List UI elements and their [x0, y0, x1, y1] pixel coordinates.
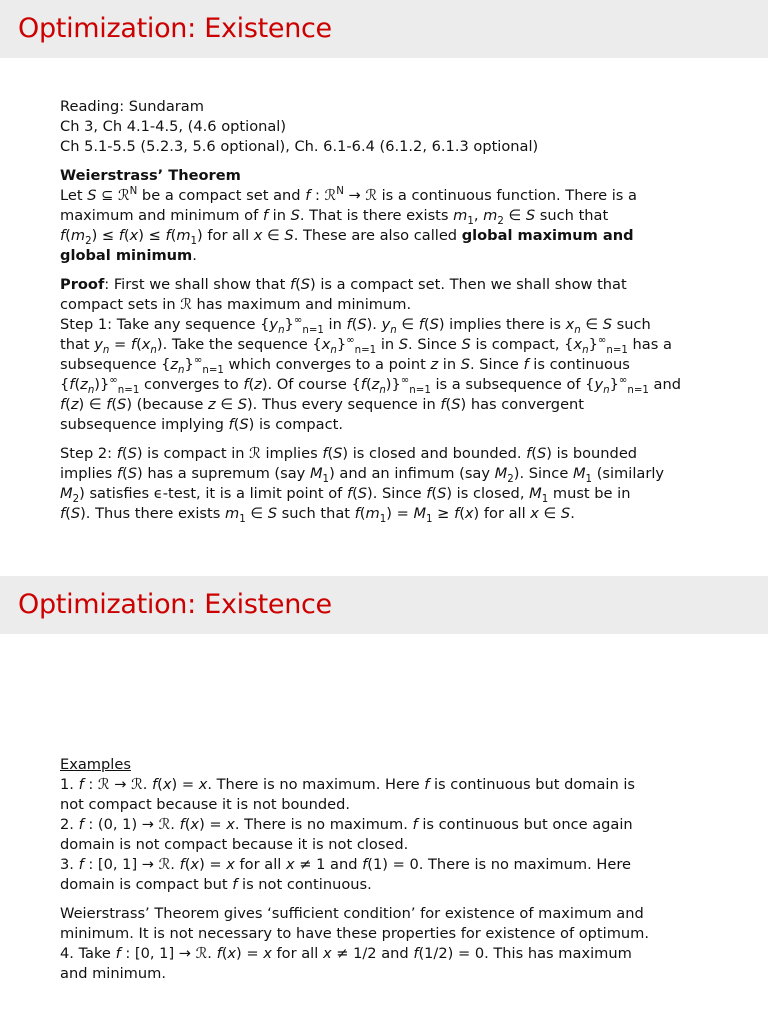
slide-2-body — [60, 755, 710, 984]
paragraph — [60, 275, 710, 435]
text-line: domain is compact but f is not continuous. — [60, 876, 372, 893]
slide-1-title: Optimization: Existence — [18, 13, 332, 44]
text-line: subsequence $\{z_n\}^\infty_{n=1}$ which converges to a point z in S. Since f is continuous — [60, 355, 630, 376]
text-line: Let S ⊆ ℛ$^N$ be a compact set and f : ℛ$^N$ → ℛ is a continuous function. There is a — [60, 186, 637, 204]
text-line: $\{f(z_n)\}^\infty_{n=1}$ converges to f(z). Of course $\{f(z_n)\}^\infty_{n=1}$ is a subsequence of $\{y_n\}^\infty_{n=1}$ and — [60, 375, 682, 396]
text-line: Examples — [60, 756, 131, 773]
paragraph — [60, 904, 710, 984]
paragraph — [60, 97, 710, 157]
text-line: that $y_n = f(x_n)$. Take the sequence $\{x_n\}^\infty_{n=1}$ in S. Since S is compact, $\{x_n\}^\infty_{n=1}$ has a — [60, 335, 672, 356]
paragraph — [60, 166, 710, 266]
slide-2-title-bar — [0, 576, 768, 634]
paragraph — [60, 444, 710, 524]
text-line: Weierstrass’ Theorem — [60, 167, 241, 184]
text-line: Step 2: f(S) is compact in ℛ implies f(S) is closed and bounded. f(S) is bounded — [60, 445, 638, 462]
text-line: not compact because it is not bounded. — [60, 796, 351, 813]
text-line: Weierstrass’ Theorem gives ‘sufficient condition’ for existence of maximum and — [60, 905, 644, 922]
text-line: implies f(S) has a supremum (say $M_1$) and an infimum (say $M_2$). Since $M_1$ (similarly — [60, 465, 665, 485]
text-line: compact sets in ℛ has maximum and minimum. — [60, 296, 412, 313]
text-line: $M_2$) satisfies ϵ-test, it is a limit point of f(S). Since f(S) is closed, $M_1$ must be in — [60, 485, 631, 505]
text-line: $f(m_2) \le f(x) \le f(m_1)$ for all x ∈ S. These are also called global maximum and — [60, 227, 634, 247]
text-line: 1. f : ℛ → ℛ. f(x) = x. There is no maximum. Here f is continuous but domain is — [60, 776, 636, 793]
text-line: Step 1: Take any sequence $\{y_n\}^\infty_{n=1}$ in f(S). $y_n$ ∈ f(S) implies there is $x_n$ ∈ S such — [60, 315, 651, 336]
text-line: subsequence implying f(S) is compact. — [60, 416, 344, 433]
slide-1-title-bar — [0, 0, 768, 58]
text-line: Reading: Sundaram — [60, 98, 204, 115]
slide-2 — [0, 576, 768, 1024]
slide-2-title: Optimization: Existence — [18, 589, 332, 620]
text-line: global minimum. — [60, 247, 197, 264]
slide-1-body — [60, 97, 710, 524]
text-line: minimum. It is not necessary to have these properties for existence of optimum. — [60, 925, 650, 942]
text-line: f(z) ∈ f(S) (because z ∈ S). Thus every sequence in f(S) has convergent — [60, 396, 585, 413]
text-line: and minimum. — [60, 965, 166, 982]
text-line: f(S). Thus there exists $m_1$ ∈ S such that $f(m_1) = M_1 \ge f(x)$ for all x ∈ S. — [60, 505, 575, 525]
text-line: Ch 5.1-5.5 (5.2.3, 5.6 optional), Ch. 6.1-6.4 (6.1.2, 6.1.3 optional) — [60, 138, 539, 155]
text-line: 4. Take f : [0, 1] → ℛ. f(x) = x for all x ≠ 1/2 and f(1/2) = 0. This has maximum — [60, 945, 632, 962]
text-line: 3. f : [0, 1] → ℛ. f(x) = x for all x ≠ 1 and f(1) = 0. There is no maximum. Here — [60, 856, 631, 873]
text-line: Ch 3, Ch 4.1-4.5, (4.6 optional) — [60, 118, 287, 135]
text-line: domain is not compact because it is not closed. — [60, 836, 409, 853]
paragraph — [60, 755, 710, 895]
text-line: maximum and minimum of f in S. That is there exists $m_1$, $m_2$ ∈ S such that — [60, 207, 609, 227]
text-line: 2. f : (0, 1) → ℛ. f(x) = x. There is no maximum. f is continuous but once again — [60, 816, 633, 833]
text-line: Proof: First we shall show that f(S) is a compact set. Then we shall show that — [60, 276, 627, 293]
